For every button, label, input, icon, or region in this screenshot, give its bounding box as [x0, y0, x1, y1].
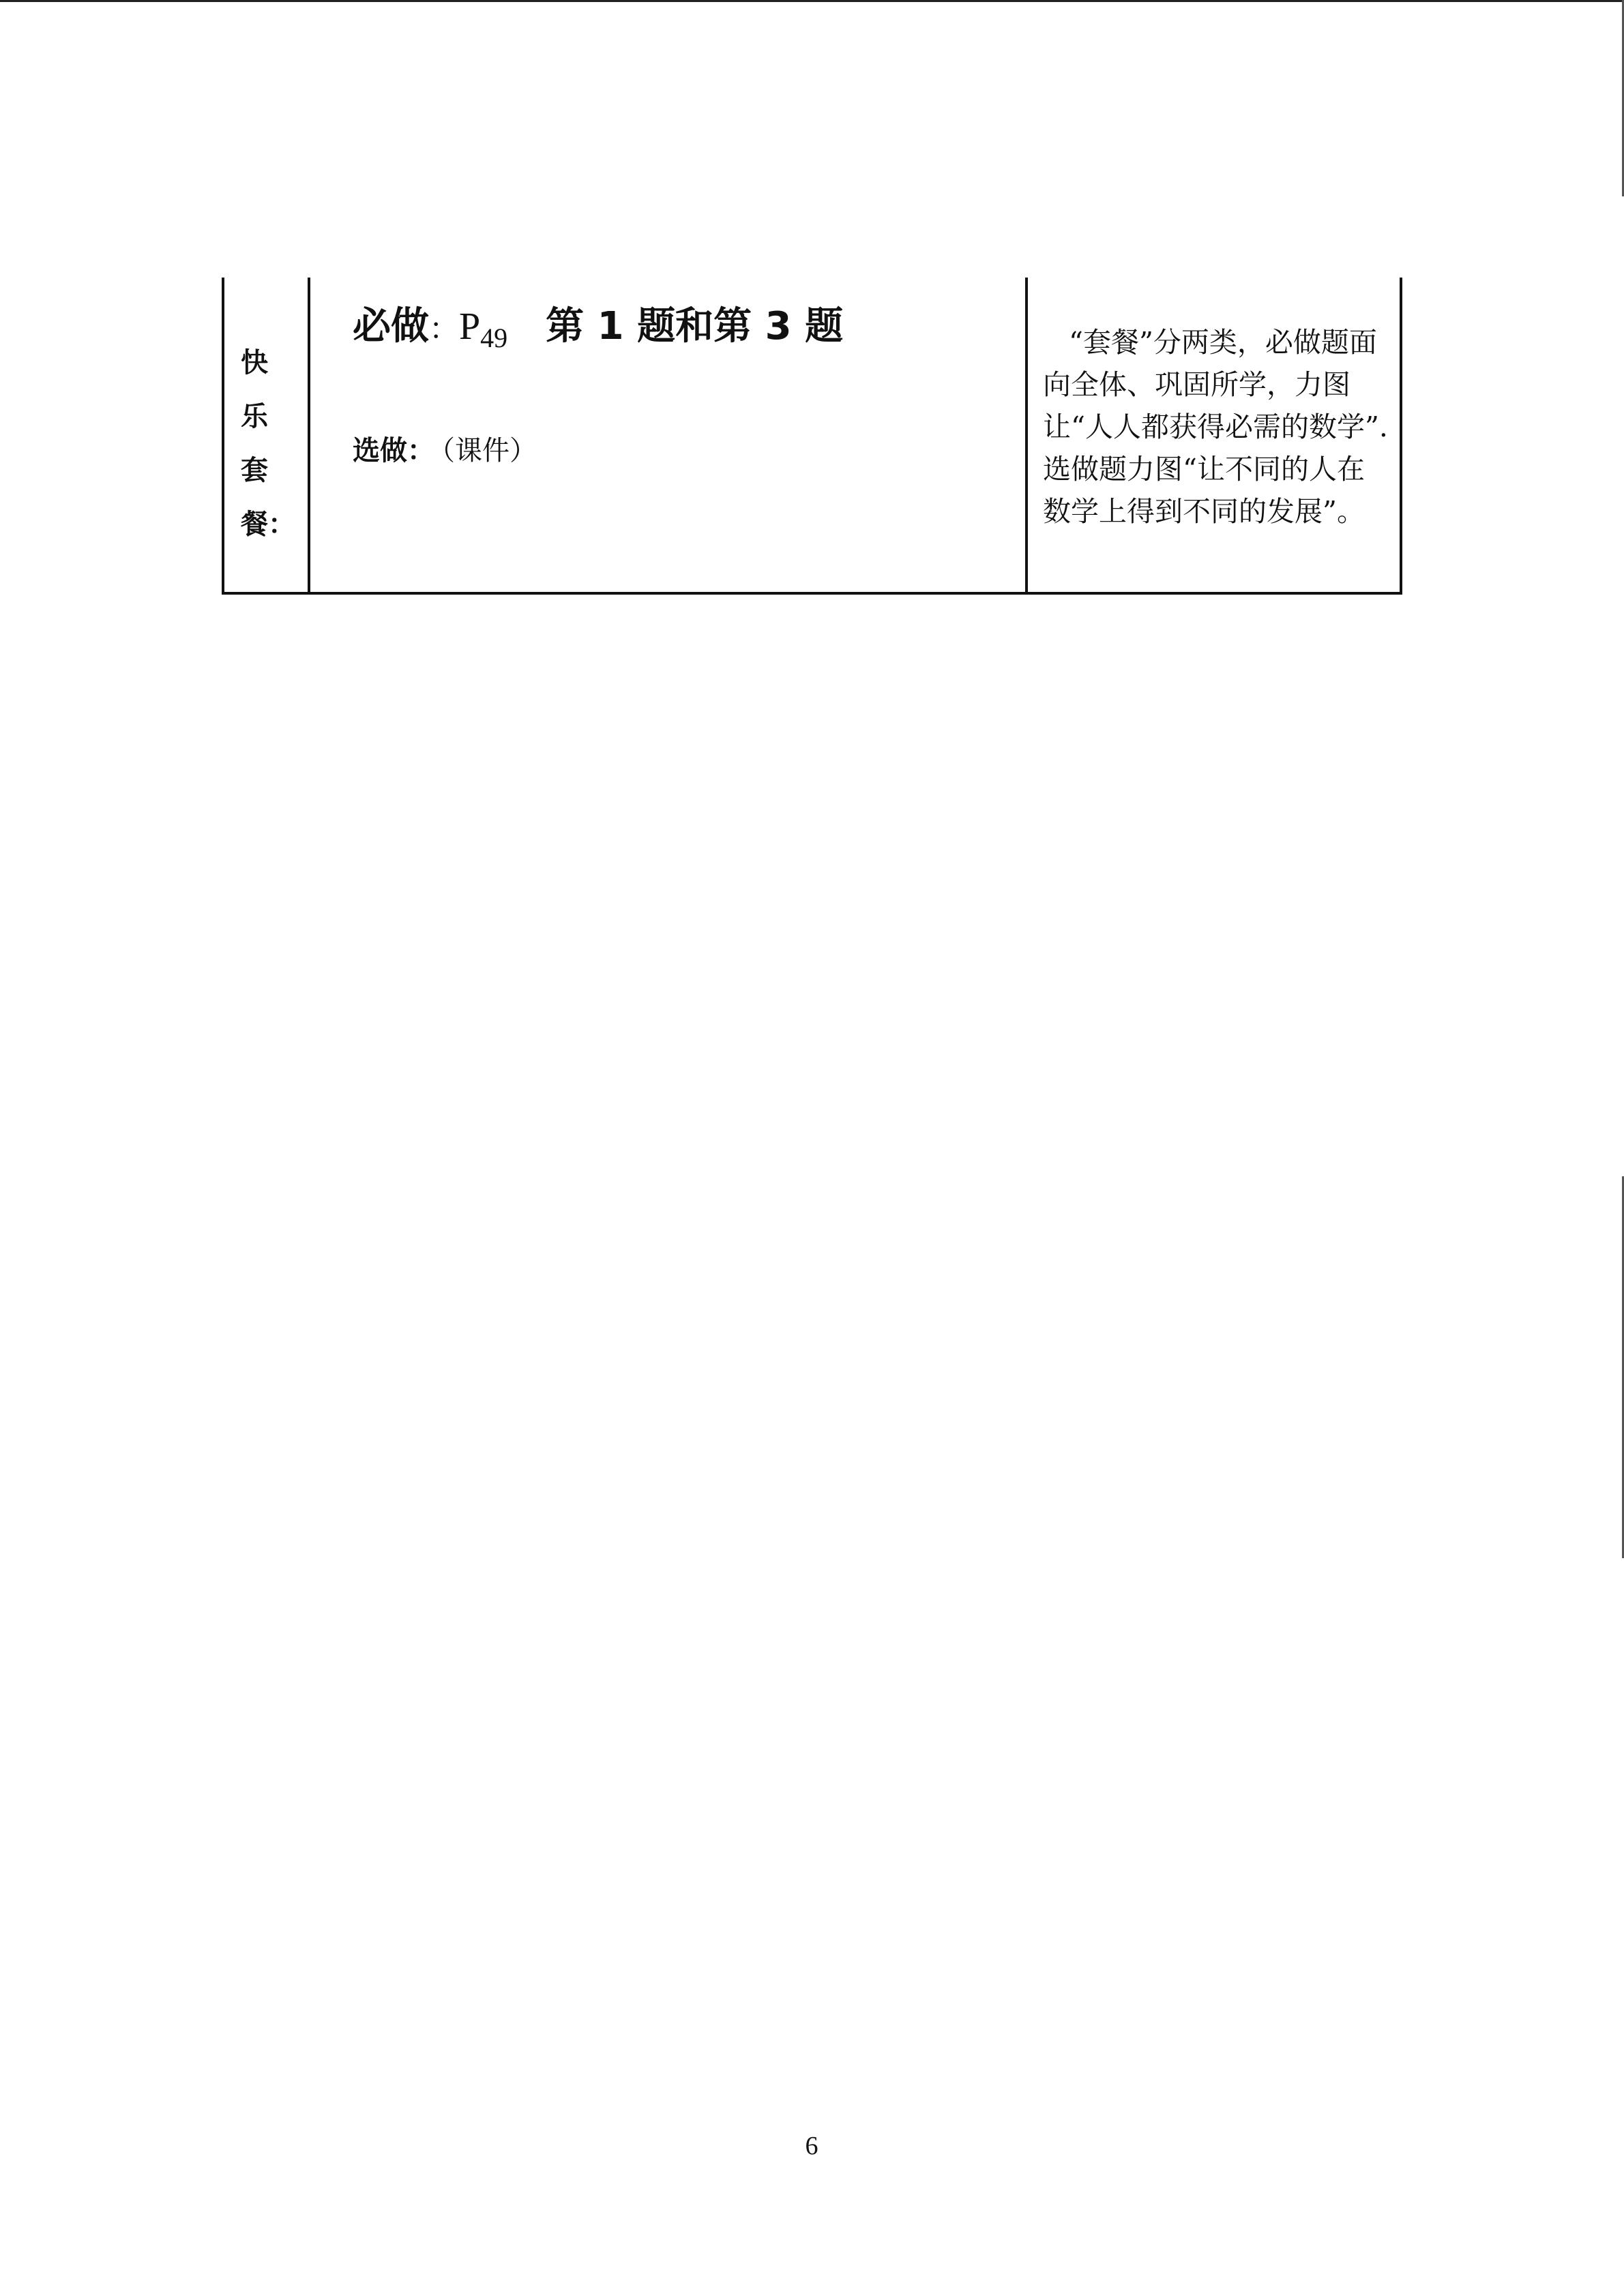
row-label-char: 快: [241, 347, 268, 378]
required-colon: ：: [429, 312, 459, 346]
required-label: 必做: [353, 304, 429, 348]
content-cell: [310, 278, 1025, 592]
note-cell: [1028, 278, 1400, 592]
table-border-right: [1400, 278, 1402, 592]
optional-value: （课件）: [441, 435, 537, 466]
row-label-char: 乐: [241, 401, 268, 432]
required-exercises: [353, 299, 843, 357]
row-label-char: 套: [241, 455, 268, 486]
row-label-cell: [224, 278, 308, 592]
page-number: 6: [805, 2132, 818, 2160]
row-label-char: 餐：: [241, 509, 295, 540]
design-note: “套餐”分两类，必做题面向全体、巩固所学，力图让“人人都获得必需的数学”.选做题力图“让不同的人在数学上得到不同的发展”。: [1043, 326, 1388, 528]
optional-exercises: [353, 433, 537, 468]
optional-label: 选做：: [353, 435, 434, 466]
page-top-rule: [0, 0, 1624, 2]
page-subscript: 49: [480, 323, 508, 353]
required-task: 第 1 题和第 3 题: [546, 304, 844, 348]
page-prefix: P: [459, 305, 481, 348]
lesson-table: [222, 278, 1402, 595]
